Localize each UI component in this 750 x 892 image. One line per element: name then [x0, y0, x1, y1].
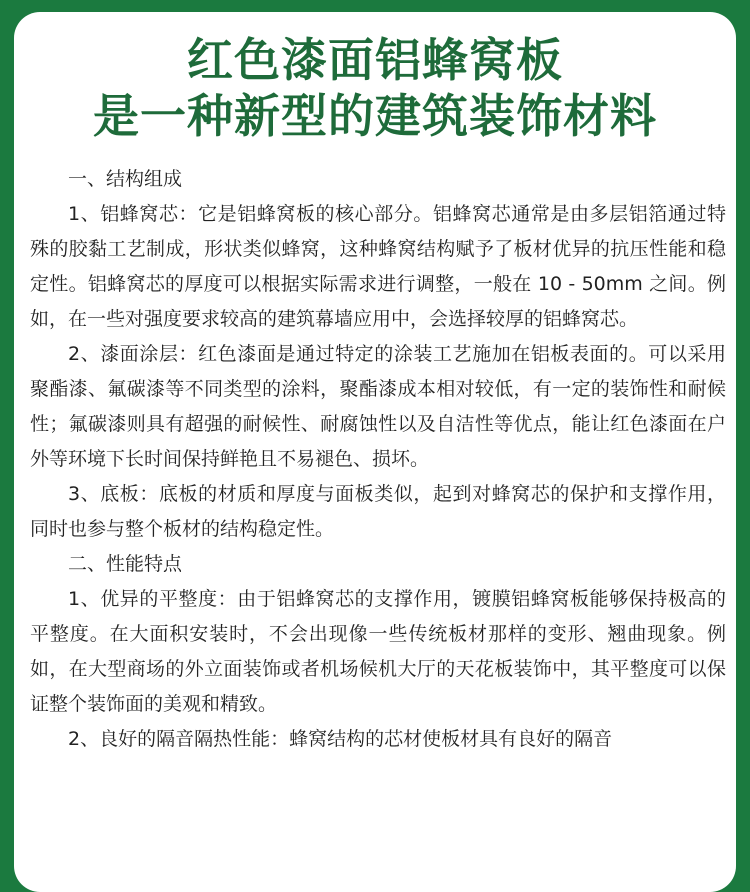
title-line-2: 是一种新型的建筑装饰材料	[93, 89, 657, 143]
paragraph-base-plate: 3、底板：底板的材质和厚度与面板类似，起到对蜂窝芯的保护和支撑作用，同时也参与整个板材的结构稳定性。	[30, 483, 726, 540]
page-title	[14, 32, 736, 144]
paragraph-paint-coating: 2、漆面涂层：红色漆面是通过特定的涂装工艺施加在铝板表面的。可以采用聚酯漆、氟碳漆等不同类型的涂料，聚酯漆成本相对较低，有一定的装饰性和耐候性；氟碳漆则具有超强的耐候性、耐腐蚀性以及自洁性等优点，能让红色漆面在户外等环境下长时间保持鲜艳且不易褪色、损坏。	[30, 343, 726, 470]
section-heading-structure: 一、结构组成	[68, 168, 183, 190]
article-body	[14, 162, 736, 757]
paragraph-flatness: 1、优异的平整度：由于铝蜂窝芯的支撑作用，镀膜铝蜂窝板能够保持极高的平整度。在大面积安装时，不会出现像一些传统板材那样的变形、翘曲现象。例如，在大型商场的外立面装饰或者机场候机大厅的天花板装饰中，其平整度可以保证整个装饰面的美观和精致。	[30, 588, 726, 715]
title-line-1: 红色漆面铝蜂窝板	[187, 33, 563, 87]
paragraph-honeycomb-core: 1、铝蜂窝芯：它是铝蜂窝板的核心部分。铝蜂窝芯通常是由多层铝箔通过特殊的胶黏工艺制成，形状类似蜂窝，这种蜂窝结构赋予了板材优异的抗压性能和稳定性。铝蜂窝芯的厚度可以根据实际需求进行调整，一般在 10 - 50mm 之间。例如，在一些对强度要求较高的建筑幕墙应用中，会选择较厚的铝蜂窝芯。	[30, 203, 726, 330]
content-card	[14, 12, 736, 892]
paragraph-insulation: 2、良好的隔音隔热性能：蜂窝结构的芯材使板材具有良好的隔音	[68, 728, 613, 750]
section-heading-performance: 二、性能特点	[68, 553, 183, 575]
